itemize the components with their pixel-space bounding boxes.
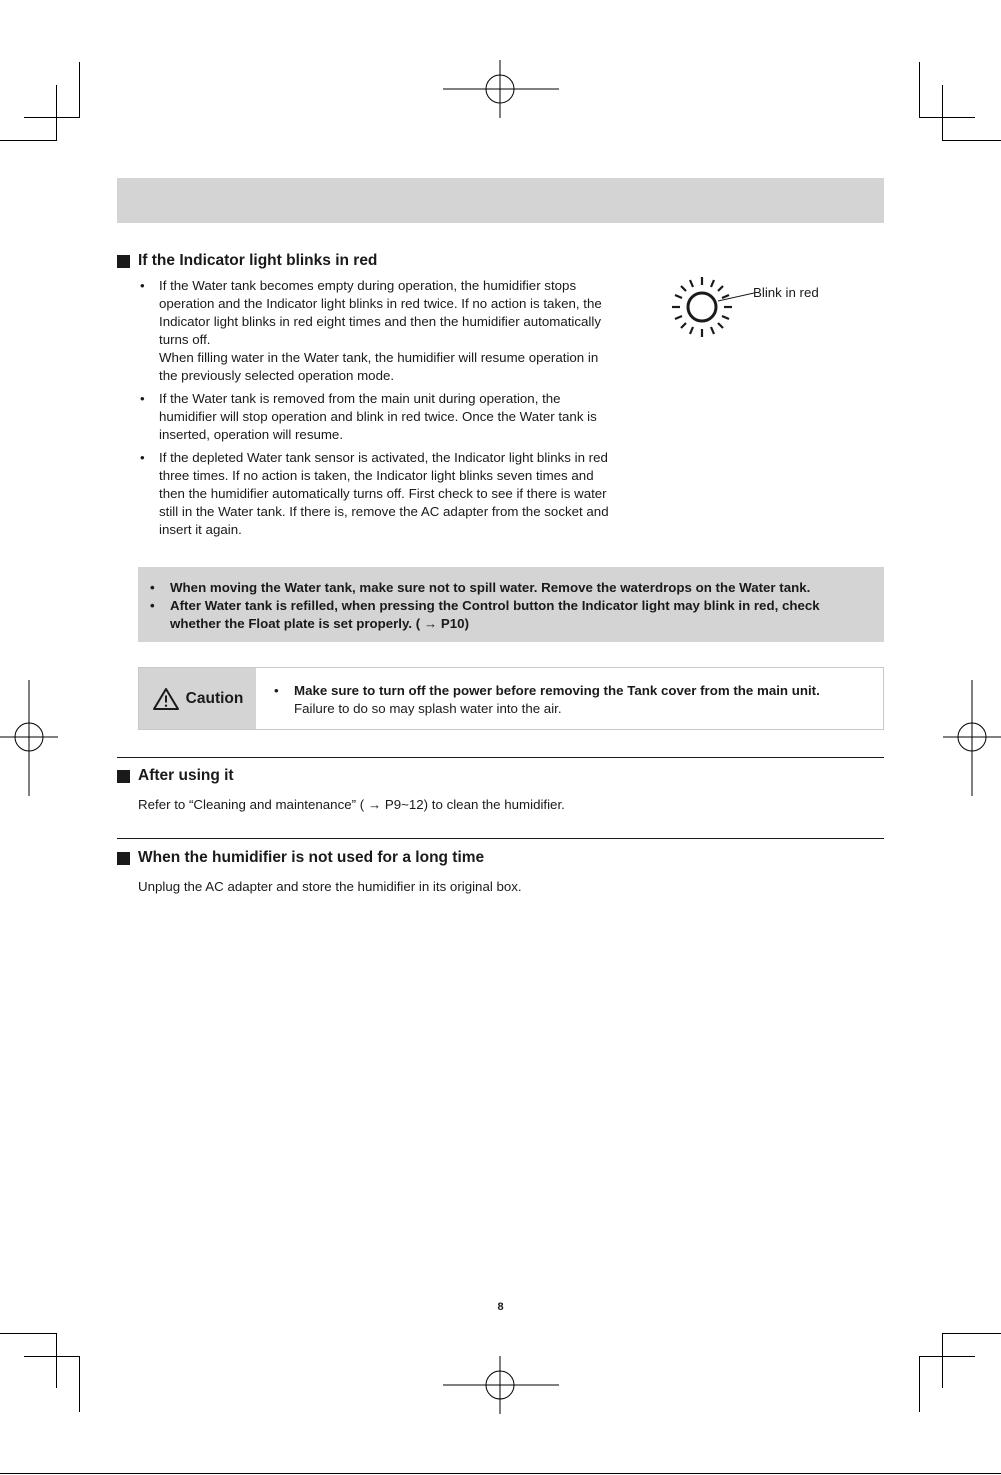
registration-mark-top <box>443 60 559 120</box>
bullet-text: If the depleted Water tank sensor is activated, the Indicator light blinks in red three times. If no action is taken, the Indicator light blinks seven times and then the humidifier automatically turns off. First check to see if there is water still in the Water tank. If there is, remove the AC adapter from the socket and insert it again. <box>159 450 609 537</box>
long-storage-text: Unplug the AC adapter and store the humidifier in its original box. <box>138 879 522 894</box>
registration-mark-right <box>943 680 1001 796</box>
bullet-icon: • <box>140 278 145 293</box>
section-title: When the humidifier is not used for a long time <box>138 849 485 866</box>
note-box <box>138 567 884 642</box>
registration-mark-left <box>0 680 58 796</box>
note-item <box>150 597 872 633</box>
section-heading-long-storage <box>117 849 484 867</box>
bullet-icon: • <box>140 391 145 406</box>
heading-square-icon <box>117 852 130 865</box>
list-item <box>137 390 617 444</box>
heading-square-icon <box>117 255 130 268</box>
bullet-icon: • <box>274 683 279 698</box>
caution-bold-text: Make sure to turn off the power before removing the Tank cover from the main unit. <box>294 683 820 698</box>
page-number: 8 <box>497 1301 504 1313</box>
note-text: When moving the Water tank, make sure not to spill water. Remove the waterdrops on the Water tank. <box>170 580 811 595</box>
registration-mark-bottom <box>443 1356 559 1416</box>
header-band <box>117 178 884 223</box>
note-item <box>150 579 872 597</box>
section-heading-after-using <box>117 767 234 785</box>
heading-square-icon <box>117 770 130 783</box>
list-item <box>137 277 617 385</box>
blinking-light-icon <box>666 272 756 342</box>
divider <box>117 757 884 758</box>
caution-label-cell <box>139 668 256 729</box>
bullet-icon: • <box>140 450 145 465</box>
indicator-bullet-list <box>137 277 617 544</box>
bullet-icon: • <box>150 598 155 613</box>
note-text: After Water tank is refilled, when pressing the Control button the Indicator light may blink in red, check whether the Float plate is set properly. ( → P10) <box>170 598 820 631</box>
caution-label: Caution <box>185 689 244 707</box>
blink-in-red-label: Blink in red <box>753 285 819 300</box>
caution-box <box>138 667 884 730</box>
after-using-text: Refer to “Cleaning and maintenance” ( → P9~12) to clean the humidifier. <box>138 797 565 812</box>
warning-triangle-icon <box>152 687 180 711</box>
list-item <box>137 449 617 539</box>
caution-detail-text: Failure to do so may splash water into the air. <box>294 701 562 716</box>
section-title: After using it <box>138 767 234 784</box>
bullet-text: When filling water in the Water tank, the humidifier will resume operation in the previously selected operation mode. <box>159 350 599 383</box>
caution-item <box>274 682 820 718</box>
caution-text <box>256 668 820 729</box>
indicator-light-illustration <box>666 272 831 342</box>
bullet-text: If the Water tank becomes empty during operation, the humidifier stops operation and the Indicator light blinks in red twice. If no action is taken, the Indicator light blinks in red eight times and then the humidifier automatically turns off. <box>159 278 602 347</box>
section-title: If the Indicator light blinks in red <box>138 252 378 269</box>
bullet-text: If the Water tank is removed from the main unit during operation, the humidifier will stop operation and blink in red twice. Once the Water tank is inserted, operation will resume. <box>159 391 597 442</box>
divider <box>117 838 884 839</box>
section-heading-indicator-light <box>117 252 377 270</box>
bullet-icon: • <box>150 580 155 595</box>
